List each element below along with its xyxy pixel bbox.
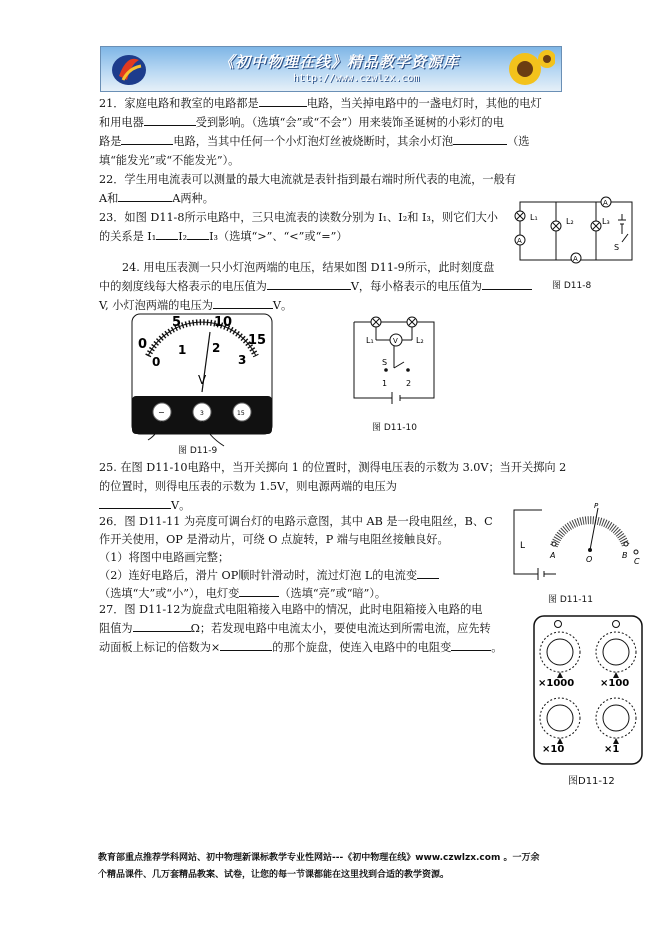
footer-line1: 教育部重点推荐学科网站、初中物理新课标教学专业性网站---《初中物理在线》www.czwlzx.com 。一万余 [98, 853, 540, 863]
q25-blank[interactable] [99, 496, 171, 509]
fig9-bottom-2: 2 [212, 341, 221, 355]
q23-blank2[interactable] [187, 227, 209, 240]
fig10-s: S [382, 358, 388, 367]
caption-d11-10: 图 D11-10 [372, 423, 417, 433]
q25-line2: 的位置时，则得电压表的示数为 1.5V，则电源两端的电压为 [99, 480, 397, 493]
q26-line3: （1）将图中电路画完整； [99, 551, 230, 564]
caption-d11-9: 图 D11-9 [178, 446, 218, 456]
q23-blank1[interactable] [156, 227, 178, 240]
q22-blank[interactable] [118, 189, 172, 202]
q21-blank1[interactable] [259, 94, 307, 107]
banner-title: 《初中物理在线》精品教学资源库 [219, 53, 460, 71]
q21-line3: 路是 电路，当其中任何一个小灯泡灯丝被烧断时，其余小灯泡 （选 [99, 132, 529, 151]
footer-line2: 个精品课件、几万套精品教案、试卷，让您的每一节课都能在这里找到合适的教学资源。 [98, 870, 450, 880]
fig9-terminal-minus: − [158, 408, 165, 417]
fig8-l1: L₁ [530, 213, 538, 222]
header-banner [100, 46, 562, 92]
q27-blank3[interactable] [451, 638, 491, 651]
caption-d11-11: 图 D11-11 [548, 595, 593, 605]
q25-line3: V。 [99, 496, 190, 515]
fig10-pos1: 1 [382, 379, 388, 388]
fig10-v: V [393, 337, 398, 345]
q27-line2: 阻值为 Ω；若发现电路中电流太小，要使电流达到所需电流，应先转 [99, 619, 491, 638]
q23-line1: 23．如图 D11-8所示电路中，三只电流表的读数分别为 I₁、I₂和 I₃，则它们大小 [99, 211, 498, 224]
fig9-top-15: 15 [248, 333, 267, 348]
q24-line3: V, 小灯泡两端的电压为 V。 [99, 296, 292, 315]
q24-blank3[interactable] [213, 296, 273, 309]
figure-d11-11 [508, 500, 648, 586]
q24-blank1[interactable] [267, 277, 351, 290]
q21-blank4[interactable] [453, 132, 507, 145]
fig9-terminal-3: 3 [200, 410, 204, 417]
fig9-bottom-0: 0 [152, 355, 161, 369]
q24-line2: 中的刻度线每大格表示的电压值为 V，每小格表示的电压值为 [99, 277, 532, 296]
figure-d11-8 [510, 190, 640, 270]
fig11-l: L [520, 541, 526, 551]
figure-d11-12-resistance-box [532, 614, 644, 766]
q24-line1: 24. 用电压表测一只小灯泡两端的电压，结果如图 D11-9所示，此时刻度盘 [122, 261, 495, 274]
q22-line1: 22．学生用电流表可以测量的最大电流就是表针指到最右端时所代表的电流，一般有 [99, 173, 516, 186]
q23-line2: 的关系是 I₁ I₂ I₃（选填“>”、“<”或“=”） [99, 227, 348, 246]
q26-line5: （选填“大”或“小”），电灯变 （选填“亮”或“暗”）。 [99, 584, 386, 603]
fig11-o: O [586, 555, 593, 564]
q25-line1: 25. 在图 D11-10电路中，当开关掷向 1 的位置时，测得电压表的示数为 3.0V；当开关掷向 2 [99, 461, 567, 474]
q26-line1: 26．图 D11-11 为亮度可调台灯的电路示意图，其中 AB 是一段电阻丝，B、C [99, 515, 493, 528]
fig9-bottom-1: 1 [178, 343, 187, 357]
fig11-a: A [550, 551, 556, 560]
fig8-ammeter-a1: A [517, 237, 522, 245]
sunflower-icon [495, 49, 555, 89]
fig9-top-5: 5 [172, 315, 182, 330]
figure-d11-9-voltmeter [128, 312, 278, 452]
figure-d11-10 [346, 310, 446, 410]
caption-d11-8: 图 D11-8 [552, 281, 592, 291]
q26-blank1[interactable] [417, 566, 439, 579]
q21-line2: 和用电器 受到影响。（选填“会”或“不会”）用来装饰圣诞树的小彩灯的电 [99, 113, 504, 132]
q21-line1: 21．家庭电路和教室的电路都是 电路，当关掉电路中的一盏电灯时，其他的电灯 [99, 94, 542, 113]
q27-line1: 27．图 D11-12为旋盘式电阻箱接入电路中的情况，此时电阻箱接入电路的电 [99, 603, 483, 616]
q26-blank2[interactable] [239, 584, 279, 597]
fig9-top-10: 10 [214, 315, 233, 330]
q26-line4: （2）连好电路后，滑片 OP顺时针滑动时，流过灯泡 L的电流变 [99, 566, 439, 585]
q24-blank2[interactable] [482, 277, 532, 290]
q27-blank2[interactable] [220, 638, 272, 651]
q26-line2: 作开关使用，OP 是滑动片，可绕 O 点旋转，P 端与电阻丝接触良好。 [99, 533, 449, 546]
fig8-ammeter-a3: A [603, 199, 608, 207]
fig9-bottom-3: 3 [238, 353, 247, 367]
fig10-l2: L₂ [416, 336, 424, 345]
q21-line4: 填“能发光”或“不能发光”）。 [99, 154, 240, 167]
fig8-ammeter-a2: A [573, 255, 578, 263]
fig11-p: P [594, 502, 599, 510]
banner-url[interactable]: http://www.czwlzx.com [293, 73, 420, 84]
fig8-l3: L₃ [602, 217, 610, 226]
q21-blank3[interactable] [121, 132, 173, 145]
fig9-top-0: 0 [138, 337, 148, 352]
fig12-multiplier-1: ×1 [604, 744, 620, 755]
fig9-unit: V [198, 373, 207, 387]
fig12-multiplier-10: ×10 [542, 744, 565, 755]
fig8-l2: L₂ [566, 217, 574, 226]
caption-d11-12: 图D11-12 [568, 776, 615, 787]
q27-blank1[interactable] [133, 619, 191, 632]
q27-line3: 动面板上标记的倍数为× 的那个旋盘，使连入电路中的电阻变 。 [99, 638, 502, 657]
fig11-c: C [634, 557, 640, 566]
q21-blank2[interactable] [144, 113, 196, 126]
fig12-multiplier-100: ×100 [600, 678, 630, 689]
fig11-b: B [622, 551, 628, 560]
fig10-pos2: 2 [406, 379, 412, 388]
q22-line2: A和 A两种。 [99, 189, 214, 208]
fig10-l1: L₁ [366, 336, 374, 345]
fig8-s: S [614, 243, 620, 252]
site-logo-icon [109, 50, 149, 88]
fig12-multiplier-1000: ×1000 [538, 678, 575, 689]
fig9-terminal-15: 15 [237, 410, 245, 417]
